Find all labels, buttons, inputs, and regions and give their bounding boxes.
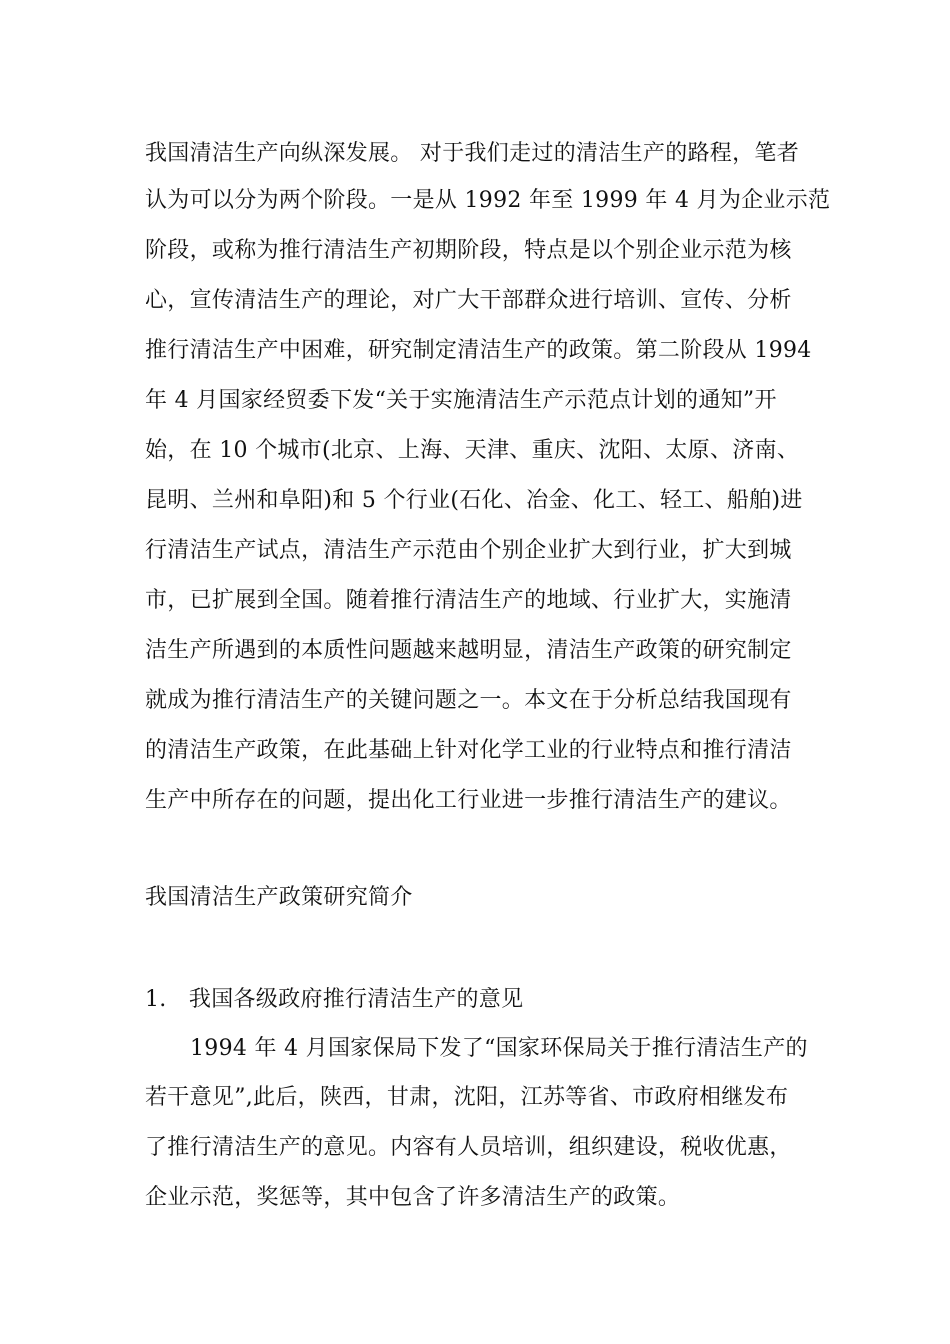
- paragraph-line: 认为可以分为两个阶段。一是从 1992 年至 1999 年 4 月为企业示范: [145, 188, 831, 213]
- paragraph-line: 心，宣传清洁生产的理论，对广大干部群众进行培训、宣传、分析: [145, 288, 792, 313]
- paragraph-line: 阶段，或称为推行清洁生产初期阶段，特点是以个别企业示范为核: [145, 238, 792, 263]
- paragraph-line: 市，已扩展到全国。随着推行清洁生产的地域、行业扩大，实施清: [145, 588, 792, 613]
- paragraph-line: 就成为推行清洁生产的关键问题之一。本文在于分析总结我国现有: [145, 688, 792, 713]
- paragraph-line: 了推行清洁生产的意见。内容有人员培训，组织建设，税收优惠，: [145, 1135, 792, 1160]
- paragraph-line: 1994 年 4 月国家保局下发了“国家环保局关于推行清洁生产的: [190, 1036, 808, 1061]
- paragraph-line: 生产中所存在的问题，提出化工行业进一步推行清洁生产的建议。: [145, 788, 792, 813]
- paragraph-line: 企业示范，奖惩等，其中包含了许多清洁生产的政策。: [145, 1185, 681, 1210]
- paragraph-line: 推行清洁生产中困难，研究制定清洁生产的政策。第二阶段从 1994: [145, 338, 812, 363]
- paragraph-line: 行清洁生产试点，清洁生产示范由个别企业扩大到行业，扩大到城: [145, 538, 792, 563]
- paragraph-line: 洁生产所遇到的本质性问题越来越明显，清洁生产政策的研究制定: [145, 638, 792, 663]
- paragraph-line: 昆明、兰州和阜阳)和 5 个行业(石化、冶金、化工、轻工、船舶)进: [145, 488, 803, 513]
- section-heading: 我国清洁生产政策研究简介: [145, 885, 413, 910]
- paragraph-line: 的清洁生产政策，在此基础上针对化学工业的行业特点和推行清洁: [145, 738, 792, 763]
- subsection-heading: 1. 我国各级政府推行清洁生产的意见: [145, 987, 524, 1012]
- paragraph-line: 若干意见”,此后，陕西，甘肃，沈阳，江苏等省、市政府相继发布: [145, 1085, 789, 1110]
- paragraph-line: 年 4 月国家经贸委下发“关于实施清洁生产示范点计划的通知”开: [145, 388, 777, 413]
- paragraph-line: 始，在 10 个城市(北京、上海、天津、重庆、沈阳、太原、济南、: [145, 438, 800, 463]
- paragraph-line: 我国清洁生产向纵深发展。 对于我们走过的清洁生产的路程，笔者: [145, 141, 799, 166]
